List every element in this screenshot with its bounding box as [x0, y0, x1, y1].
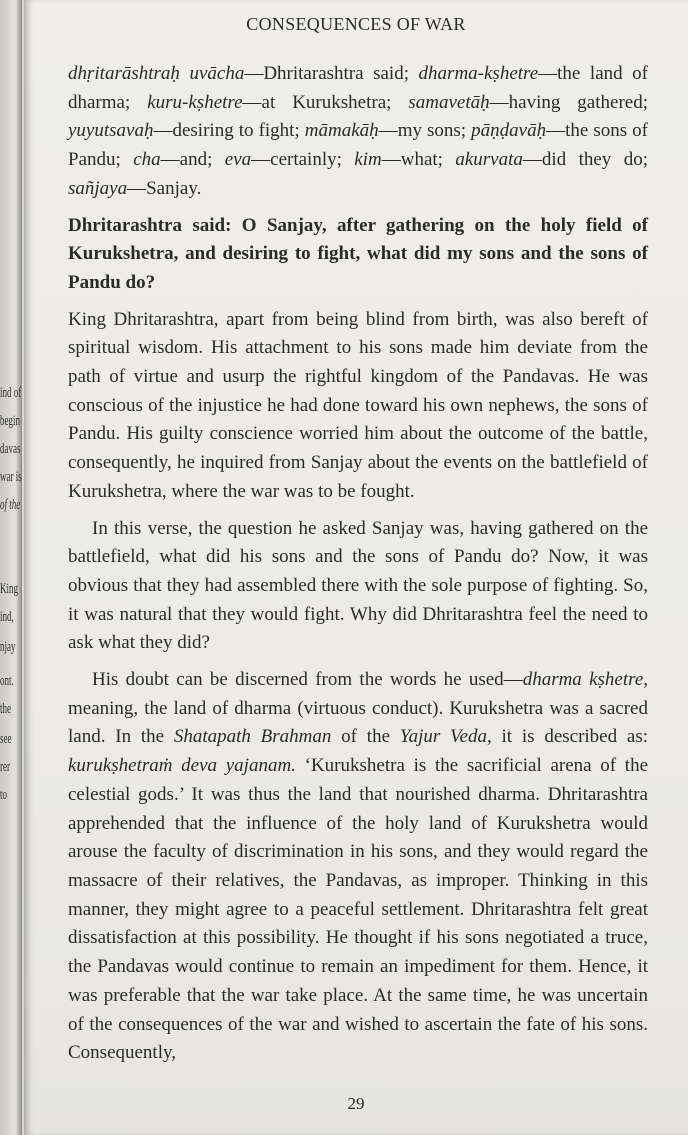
- word-term: sañjaya: [68, 177, 128, 199]
- left-page-fragment: to: [0, 787, 8, 803]
- word-term: kuru-kṣhetre: [147, 91, 243, 113]
- left-page-fragment: davas: [0, 441, 21, 457]
- word-meaning: —at Kurukshetra;: [242, 91, 409, 113]
- left-page-fragment: war is: [0, 469, 22, 485]
- word-meaning: —did they do;: [522, 149, 648, 171]
- word-meaning: —certainly;: [251, 149, 355, 171]
- word-term: yuyutsavaḥ: [68, 120, 154, 142]
- verse-translation: Dhritarashtra said: O Sanjay, after gathering on the holy field of Kurukshetra, and desiring to fight, what did my sons and the sons of Pandu do?: [68, 214, 648, 293]
- word-meaning: —desiring to fight;: [153, 120, 305, 142]
- book-page: [24, 0, 688, 1135]
- commentary-paragraph-2: In this verse, the question he asked Sanjay was, having gathered on the battlefield, what did his sons and the sons of Pandu do? Now, it was obvious that they had assembled there with the sole purpose of fighting. So, it was natural that they would fight. Why did Dhritarashtra feel the need to ask what they did?: [68, 517, 648, 654]
- left-page-edge: [0, 0, 22, 1135]
- left-page-fragment: King: [0, 581, 18, 597]
- word-term: samavetāḥ: [408, 91, 490, 113]
- left-page-fragment: the: [0, 701, 11, 717]
- commentary-paragraph-1: King Dhritarashtra, apart from being blind from birth, was also bereft of spiritual wisdom. His attachment to his sons made him deviate from the path of virtue and usurp the rightful kingdom of the Pandavas. He was conscious of the injustice he had done toward his own nephews, the sons of Pandu. His guilty conscience worried him about the outcome of the battle, consequently, he inquired from Sanjay about the events on the battlefield of Kurukshetra, where the war was to be fought.: [68, 308, 648, 502]
- word-term: cha: [133, 149, 161, 171]
- page-number: 29: [347, 1094, 365, 1113]
- scripture-title: Yajur Veda: [399, 726, 487, 748]
- left-page-fragment: ind of: [0, 385, 22, 401]
- left-page-fragment: rer: [0, 759, 10, 775]
- left-page-fragment: ind,: [0, 609, 14, 625]
- word-meaning: —what;: [381, 149, 456, 171]
- left-page-fragment: of the: [0, 497, 21, 513]
- commentary-text: His doubt can be discerned from the words he used—: [92, 669, 523, 691]
- word-meanings: [68, 60, 648, 204]
- sanskrit-quote: kurukṣhetraṁ deva yajanam.: [68, 755, 296, 777]
- word-term: dhṛitarāshtraḥ uvācha: [68, 63, 245, 84]
- left-page-fragment: begin: [0, 413, 20, 429]
- word-meaning: —my sons;: [378, 120, 472, 142]
- word-meaning: —Sanjay.: [127, 177, 202, 199]
- left-page-fragment: njay: [0, 639, 16, 655]
- word-meaning: —Dhritarashtra said;: [244, 63, 419, 84]
- commentary-text: ‘Kurukshetra is the sacrificial arena of the celestial gods.’ It was thus the land that nourished dharma. Dhritarashtra apprehended that the influence of the holy land of Kurukshetra would arouse the faculty of discrimination in his sons, and they would regard the massacre of their relatives, the Pandavas, as improper. Thinking in this manner, they might agree to a peaceful settlement. Dhritarashtra felt great dissatisfaction at this possibility. He thought if his sons negotiated a truce, the Pandavas would continue to remain an impediment for them. Hence, it was preferable that the war take place. At the same time, he was uncertain of the consequences of the war and wished to ascertain the fate of his sons. Consequently,: [68, 755, 648, 1064]
- word-term: dharma-kṣhetre: [418, 63, 539, 84]
- word-meaning: —the land of dharma;: [68, 63, 648, 113]
- word-term: pāṇḍavāḥ: [471, 120, 547, 142]
- commentary-text: , meaning, the land of dharma (virtuous conduct). Kurukshetra was a sacred land. In the: [68, 669, 648, 748]
- word-meaning: —having gathered;: [489, 91, 648, 113]
- word-term: akurvata: [455, 149, 523, 171]
- commentary-paragraph-3: [68, 666, 648, 1068]
- running-head: CONSEQUENCES OF WAR: [246, 14, 466, 34]
- page-content: [68, 60, 648, 1068]
- word-term: eva: [224, 149, 252, 171]
- left-page-fragment: see: [0, 731, 12, 747]
- scripture-title: Shatapath Brahman: [173, 726, 332, 748]
- word-term: māmakāḥ: [304, 120, 379, 142]
- word-meaning: —the sons of Pandu;: [68, 120, 649, 171]
- commentary-text: of the: [331, 726, 400, 748]
- sanskrit-term: dharma kṣhetre: [522, 669, 644, 691]
- commentary-text: , it is described as:: [487, 726, 648, 748]
- word-term: kim: [354, 149, 382, 171]
- word-meaning: —and;: [160, 149, 225, 171]
- left-page-fragment: ont.: [0, 673, 14, 689]
